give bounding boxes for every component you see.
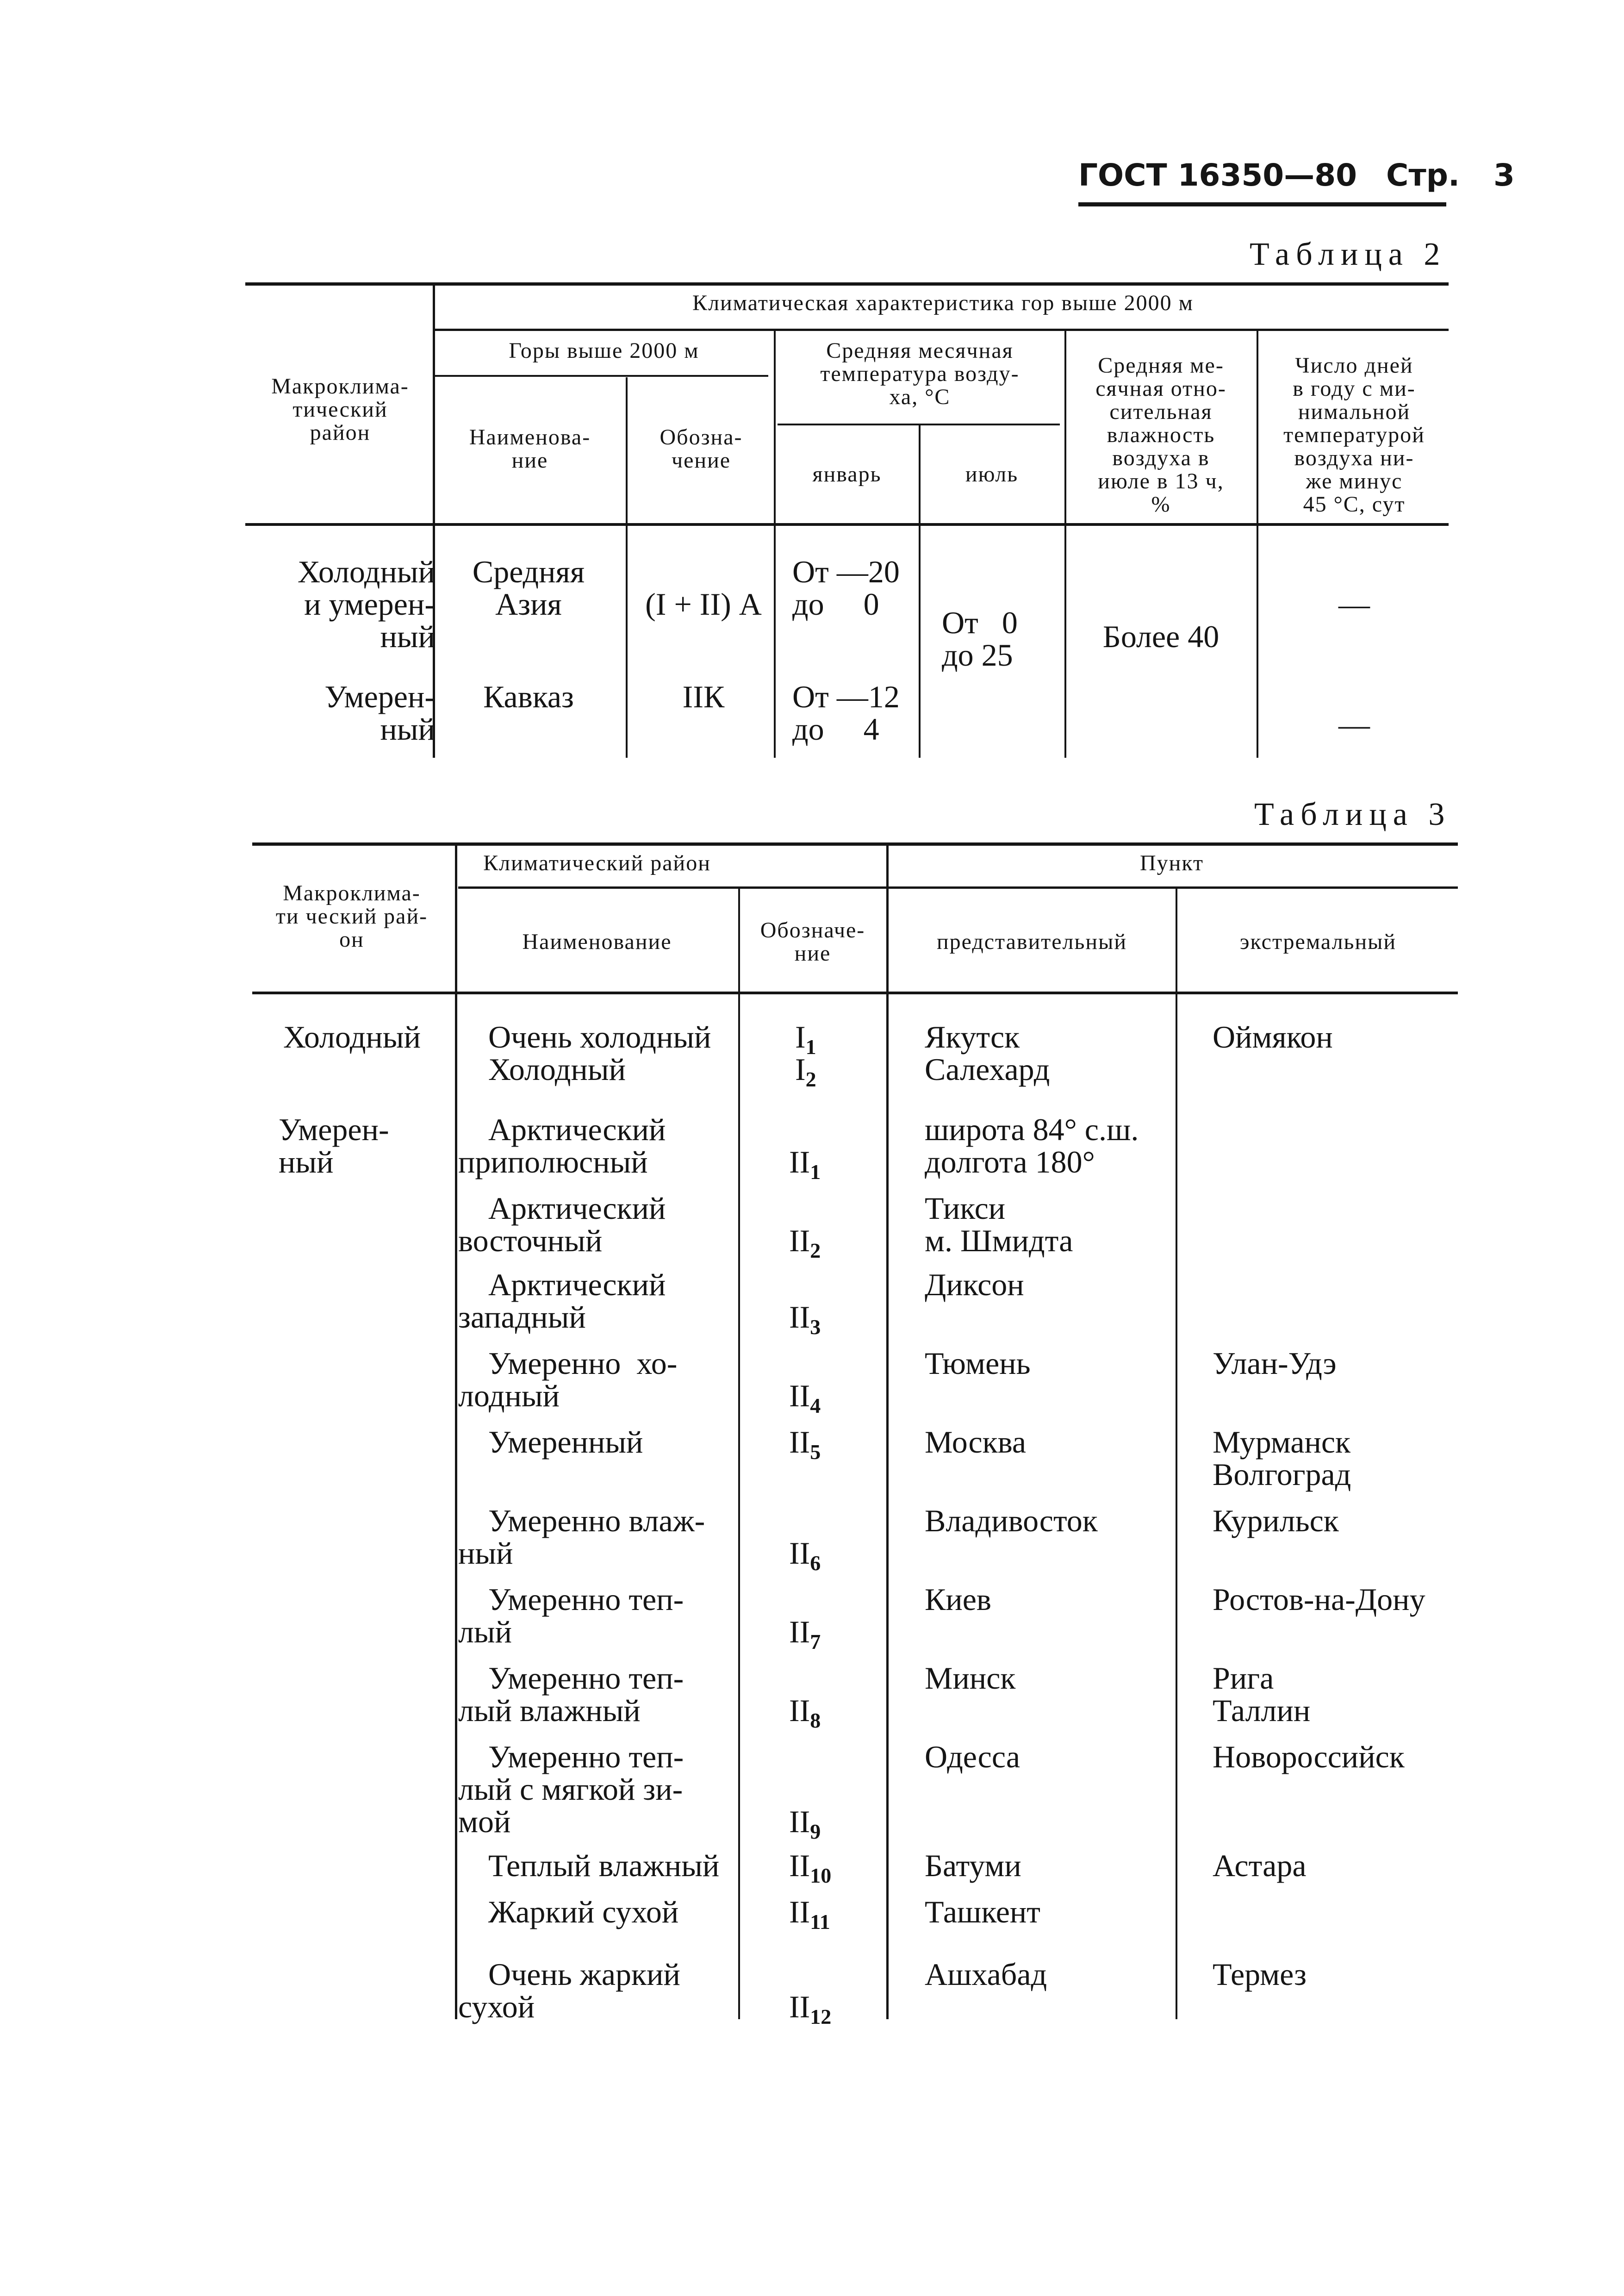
table2-head-mountains: Горы выше 2000 м (509, 338, 699, 363)
table2-head-jul: июль (965, 462, 1019, 487)
representative-point: Минск (925, 1660, 1016, 1696)
region-code: $II_2$ (789, 1223, 821, 1262)
table3-head-rep: представительный (936, 930, 1127, 954)
region-name: Очень жаркий сухой (458, 1957, 680, 2024)
extreme-point: Улан-Удэ (1213, 1346, 1337, 1381)
region-code: $II_{12}$ (789, 1989, 832, 2028)
representative-point: Батуми (925, 1848, 1021, 1883)
extreme-point: Астара (1213, 1848, 1307, 1883)
table2-group-rule (435, 329, 1449, 331)
extreme-point: Термез (1213, 1957, 1307, 1992)
document-code: ГОСТ 16350—80 (1078, 157, 1357, 193)
extreme-point: Оймякон (1213, 1019, 1333, 1054)
table2-head-jan: январь (812, 462, 882, 487)
representative-point: Владивосток (925, 1503, 1098, 1538)
table3-macro-cold: Холодный (283, 1019, 421, 1054)
table2-row2-code: IIК (682, 679, 725, 714)
table3-caption: Таблица 3 (1254, 797, 1451, 832)
table3-head-region: Климатический район (483, 851, 711, 875)
table3-head-point: Пункт (1139, 851, 1204, 875)
extreme-point: Ростов-на-Дону (1213, 1582, 1425, 1617)
table2-vrule (1064, 331, 1066, 758)
region-code: $II_5$ (789, 1424, 821, 1464)
table2-vrule (919, 425, 921, 758)
extreme-point: Курильск (1213, 1503, 1339, 1538)
header-rule (1078, 202, 1446, 206)
representative-point: Тюмень (925, 1346, 1031, 1381)
table2-row1-name: Средняя Азия (472, 554, 585, 622)
table2-row2-jan: От —12 до 4 (792, 679, 900, 747)
table2-head-humidity: Средняя ме- сячная отно- сительная влажность воздуха в июле в 13 ч, % (1095, 353, 1226, 517)
table3-macro-temperate: Умерен- ный (279, 1112, 389, 1179)
table3-head-macro: Макроклима- ти ческий рай- он (275, 881, 428, 952)
table3-top-rule (252, 842, 1458, 846)
table2-top-rule (245, 282, 1449, 286)
region-name: Арктический восточный (458, 1191, 666, 1258)
region-code: $II_6$ (789, 1535, 821, 1575)
region-name: Арктический приполюсный (458, 1112, 666, 1179)
representative-point: Киев (925, 1582, 992, 1617)
region-name: Умеренно теп- лый (458, 1582, 684, 1649)
table2-head-macro: Макроклима- тический район (271, 374, 409, 445)
region-name: Арктический западный (458, 1267, 666, 1335)
table2-head-days: Число дней в году с ми- нимальной температурой воздуха ни- же минус 45 °С, сут (1283, 353, 1425, 517)
table3-head-ext: экстремальный (1239, 930, 1397, 954)
table3-vrule (738, 889, 740, 2019)
representative-point: Ташкент (925, 1894, 1041, 1929)
table2-head-group: Климатическая характеристика гор выше 2000 м (692, 291, 1194, 315)
table2-vrule (1257, 331, 1258, 758)
extreme-point: Рига Таллин (1213, 1660, 1311, 1728)
region-code: $I_1$ (795, 1019, 816, 1059)
table2-head-name: Наименова- ние (469, 425, 591, 473)
table3-head-code: Обозначе- ние (760, 918, 865, 966)
region-code: $II_{11}$ (789, 1894, 830, 1934)
table2-caption: Таблица 2 (1250, 237, 1447, 272)
extreme-point: Мурманск Волгоград (1213, 1424, 1351, 1492)
region-code: $II_9$ (789, 1804, 821, 1843)
table2-row2-macro: Умерен- ный (324, 679, 435, 747)
region-code: $II_{10}$ (789, 1848, 832, 1887)
table3-vrule (455, 846, 457, 2019)
table3-vrule (1176, 889, 1177, 2019)
table3-group-rule (458, 886, 1458, 889)
page-number: 3 (1493, 157, 1515, 193)
representative-point: Ашхабад (925, 1957, 1047, 1992)
region-code: $II_8$ (789, 1693, 821, 1732)
region-name: Жаркий сухой (488, 1894, 679, 1929)
table2-head-code: Обозна- чение (660, 425, 743, 473)
region-name: Умеренно влаж- ный (458, 1503, 705, 1571)
table2-row2-days: — (1338, 707, 1370, 742)
region-name: Умеренно теп- лый с мягкой зи- мой (458, 1739, 684, 1839)
region-code: $II_3$ (789, 1299, 821, 1339)
table3-vrule (886, 846, 889, 2019)
table2-row1-jan: От —20 до 0 (792, 554, 900, 622)
table2-row1-code: (I + II) А (645, 586, 762, 622)
table3-head-rule (252, 992, 1458, 994)
representative-point: Тикси м. Шмидта (925, 1191, 1073, 1258)
representative-point: Диксон (925, 1267, 1024, 1302)
table2-jul-value: От 0 до 25 (942, 605, 1018, 673)
representative-point: Москва (925, 1424, 1027, 1460)
region-name: Холодный (488, 1052, 626, 1087)
representative-point: Якутск (925, 1019, 1020, 1054)
region-code: $II_7$ (789, 1614, 821, 1653)
region-code: $I_2$ (795, 1052, 816, 1091)
table2-head-rule (245, 523, 1449, 526)
representative-point: Салехард (925, 1052, 1050, 1087)
table2-row2-name: Кавказ (483, 679, 574, 714)
region-code: $II_1$ (789, 1144, 821, 1184)
table2-head-temp: Средняя месячная температура возду- ха, °С (820, 338, 1020, 409)
representative-point: широта 84° с.ш. долгота 180° (925, 1112, 1139, 1179)
extreme-point: Новороссийск (1213, 1739, 1405, 1774)
page-label: Стр. (1386, 157, 1460, 193)
representative-point: Одесса (925, 1739, 1020, 1774)
region-code: $II_4$ (789, 1378, 821, 1417)
table2-row1-macro: Холодный и умерен- ный (298, 554, 435, 654)
region-name: Теплый влажный (488, 1848, 720, 1883)
table2-vrule (626, 377, 628, 758)
table2-row1-days: — (1338, 586, 1370, 622)
table2-humidity-value: Более 40 (1102, 619, 1220, 654)
table3-head-name: Наименование (522, 930, 672, 954)
page-header (1078, 157, 1515, 193)
region-name: Умеренный (488, 1424, 643, 1460)
region-name: Умеренно хо- лодный (458, 1346, 678, 1413)
region-name: Умеренно теп- лый влажный (458, 1660, 684, 1728)
region-name: Очень холодный (488, 1019, 711, 1054)
table2-mountains-rule (435, 375, 768, 377)
